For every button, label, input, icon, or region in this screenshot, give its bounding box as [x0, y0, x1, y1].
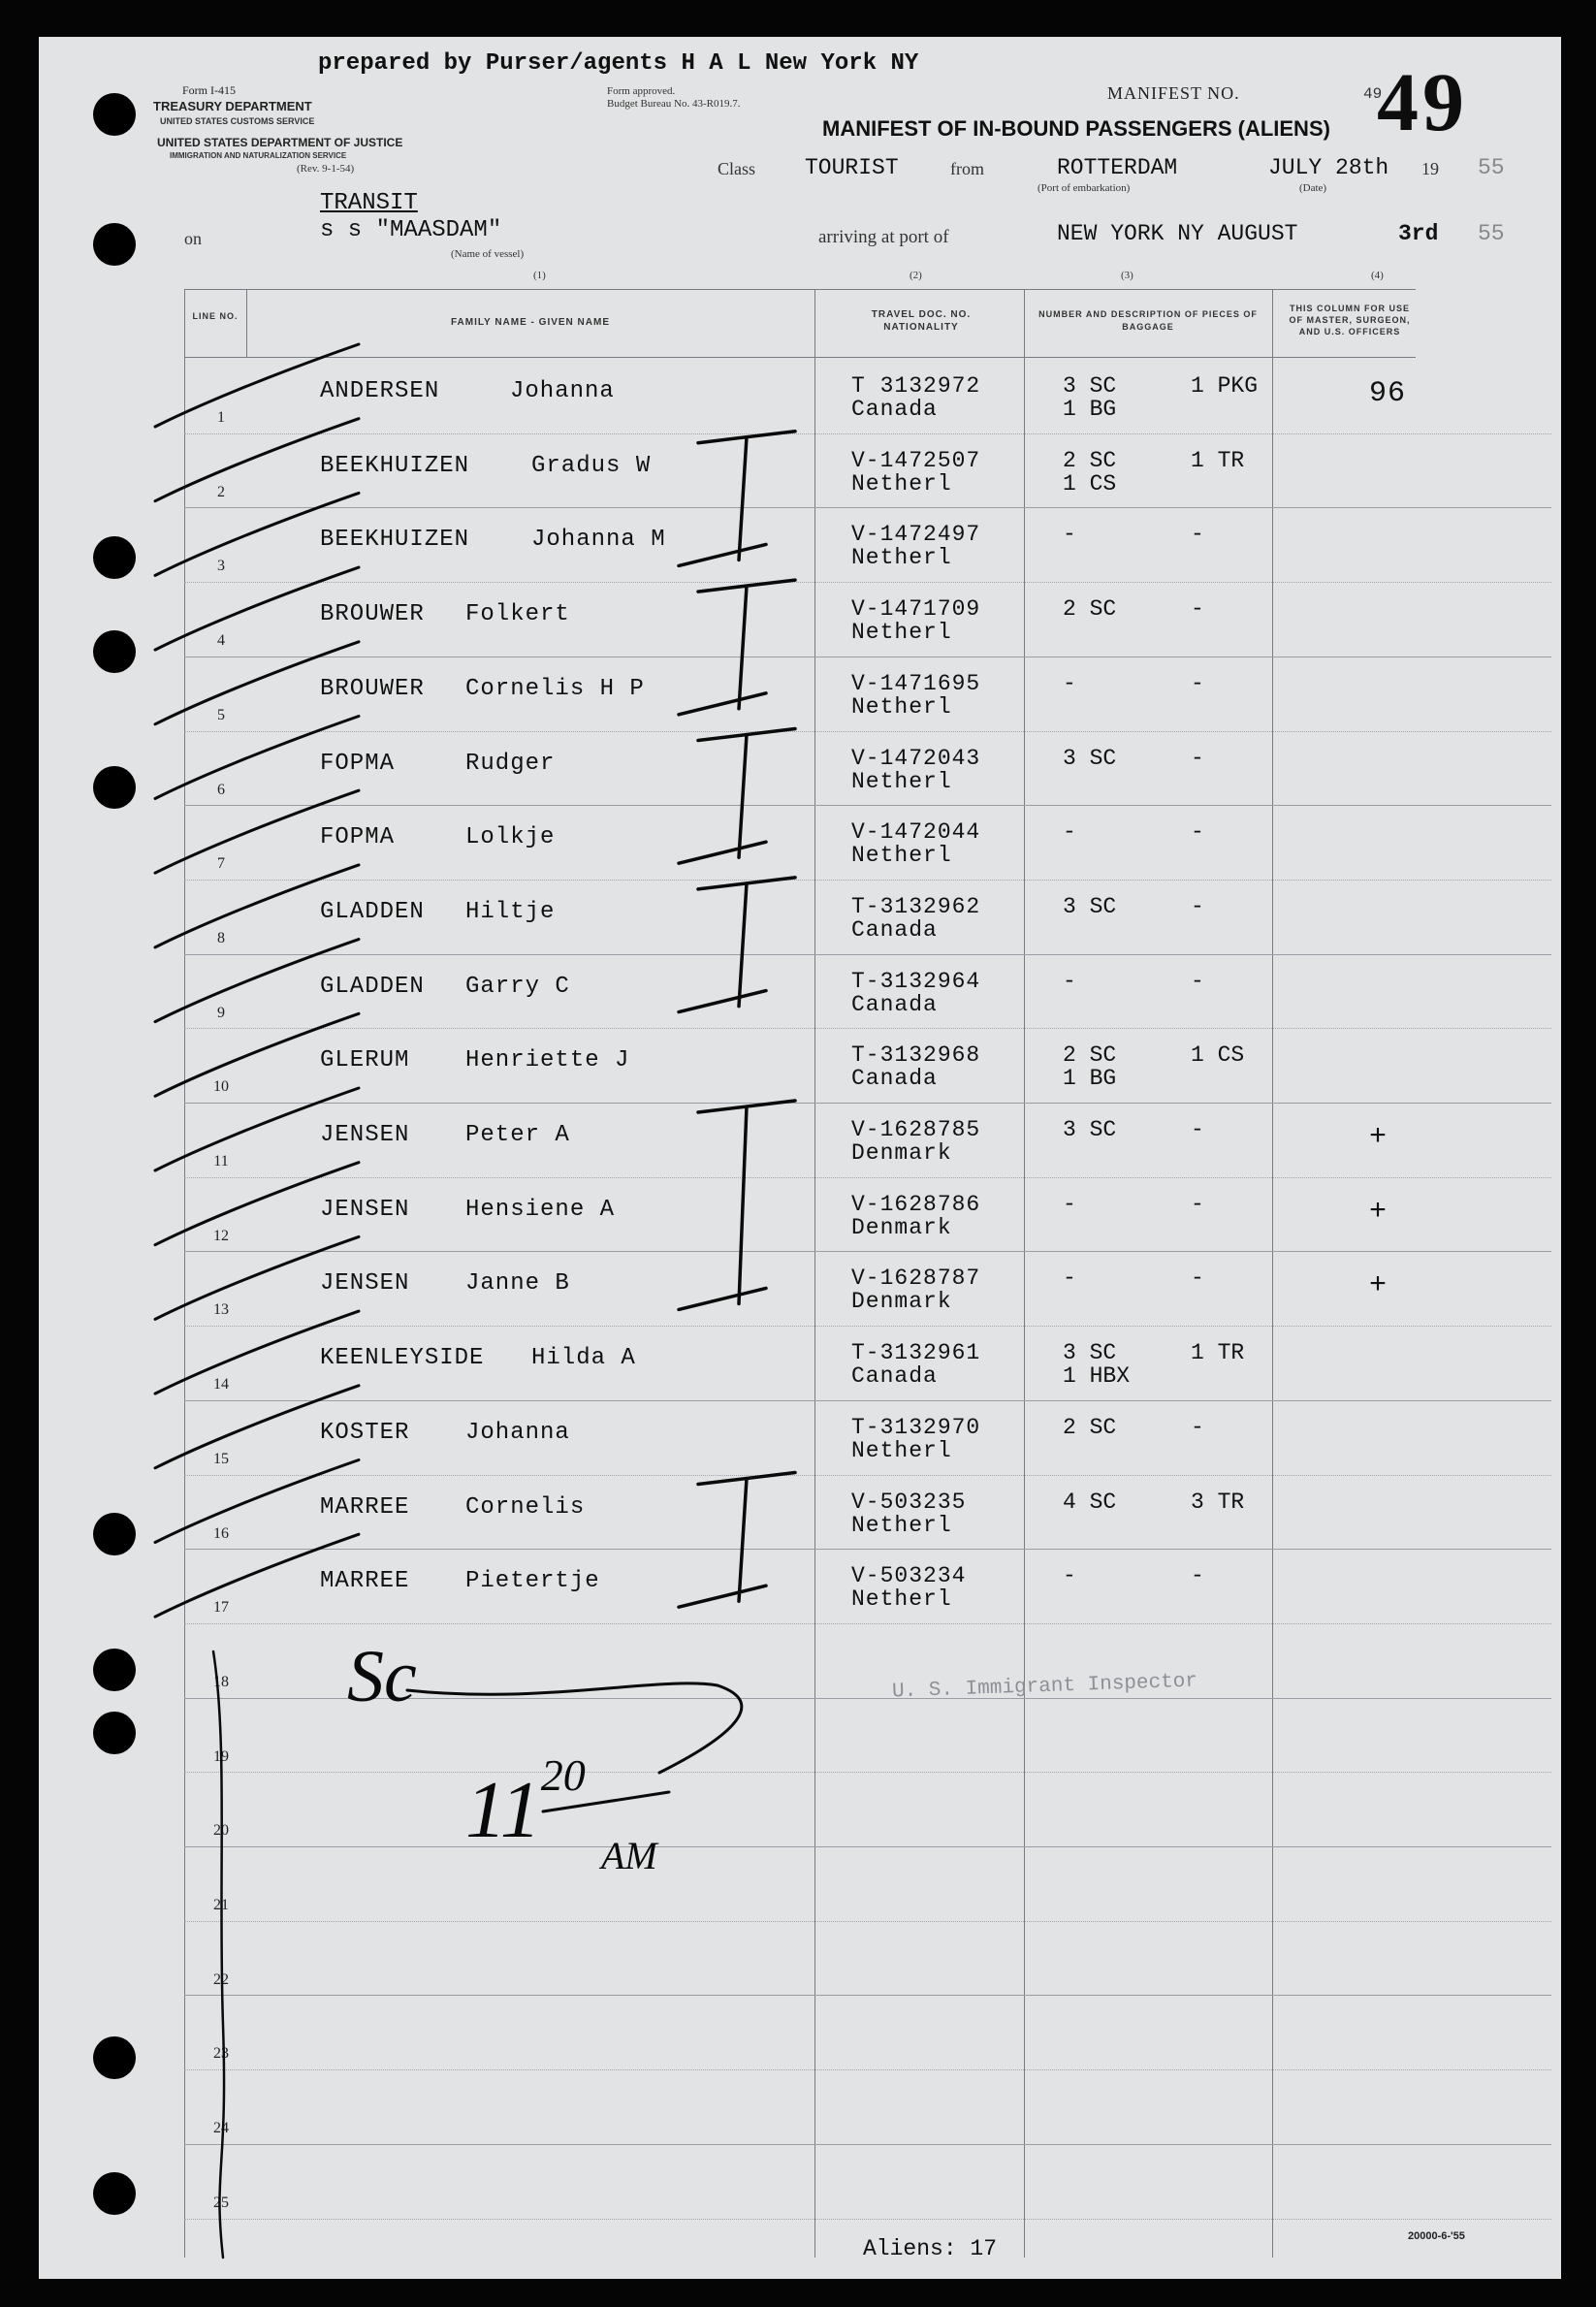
- nationality: Canada: [851, 991, 938, 1017]
- baggage-other: -: [1191, 596, 1204, 623]
- family-bracket: [679, 1473, 795, 1608]
- travel-doc-no: V-1472507: [851, 447, 981, 473]
- punch-hole: [93, 1513, 136, 1555]
- nationality: Netherl: [851, 1512, 952, 1538]
- given-name: Garry C: [465, 973, 570, 1000]
- form-number: Form I-415: [182, 83, 236, 97]
- punch-hole: [93, 766, 136, 809]
- transit-label: TRANSIT: [320, 190, 418, 216]
- nationality: Denmark: [851, 1289, 952, 1315]
- baggage-main: -: [1063, 819, 1076, 846]
- manifest-no-label: MANIFEST NO.: [1107, 83, 1240, 103]
- baggage-main: -: [1063, 670, 1076, 696]
- form-approved: Form approved.: [607, 85, 676, 97]
- check-mark: [155, 940, 359, 1022]
- given-name: Johanna: [465, 1419, 570, 1446]
- punch-hole: [93, 630, 136, 673]
- port-of-embarkation: ROTTERDAM: [1057, 155, 1178, 180]
- inspector-stamp: U. S. Immigrant Inspector: [891, 1670, 1198, 1704]
- arrival-day: 3rd: [1398, 221, 1439, 246]
- check-mark: [155, 344, 359, 427]
- line-number: 8: [217, 929, 225, 946]
- baggage-main: 3 SC: [1063, 745, 1117, 771]
- check-mark: [155, 865, 359, 947]
- punch-hole: [93, 2036, 136, 2079]
- baggage-extra: 1 BG: [1063, 1066, 1117, 1092]
- family-name: KEENLEYSIDE: [320, 1345, 485, 1372]
- family-name: FOPMA: [320, 824, 396, 851]
- baggage-other: 1 PKG: [1191, 373, 1259, 399]
- baggage-other: -: [1191, 968, 1204, 994]
- nationality: Netherl: [851, 693, 952, 720]
- punch-hole: [93, 1712, 136, 1754]
- check-mark: [155, 493, 359, 575]
- baggage-other: -: [1191, 819, 1204, 846]
- baggage-main: -: [1063, 1191, 1076, 1217]
- given-name: Cornelis H P: [465, 675, 645, 702]
- revision: (Rev. 9-1-54): [297, 163, 355, 175]
- baggage-main: -: [1063, 522, 1076, 548]
- budget-bureau: Budget Bureau No. 43-R019.7.: [607, 98, 741, 110]
- punch-hole: [93, 536, 136, 579]
- line-number: 11: [213, 1153, 229, 1170]
- family-name: GLADDEN: [320, 973, 425, 1000]
- check-mark: [155, 642, 359, 724]
- treasury-dept: TREASURY DEPARTMENT: [153, 99, 312, 113]
- line-number: 7: [217, 855, 225, 873]
- line-number: 6: [217, 781, 225, 798]
- nationality: Netherl: [851, 620, 952, 646]
- on-label: on: [184, 229, 202, 248]
- family-bracket: [679, 580, 795, 715]
- line-number: 2: [217, 483, 225, 500]
- col-num-3: (3): [1121, 270, 1133, 281]
- travel-doc-no: T 3132972: [851, 373, 981, 399]
- line-number: 17: [213, 1599, 229, 1617]
- aliens-count: Aliens: 17: [863, 2236, 998, 2261]
- baggage-extra: 1 HBX: [1063, 1363, 1131, 1390]
- check-mark: [155, 1013, 359, 1096]
- officer-mark: +: [1369, 1121, 1389, 1154]
- port-embark-caption: (Port of embarkation): [1037, 182, 1131, 194]
- time-suffix: AM: [601, 1834, 657, 1877]
- travel-doc-no: V-1471695: [851, 670, 981, 696]
- nationality: Denmark: [851, 1140, 952, 1166]
- given-name: Cornelis: [465, 1493, 586, 1521]
- baggage-main: 3 SC: [1063, 893, 1117, 919]
- nationality: Netherl: [851, 545, 952, 571]
- check-mark: [155, 1460, 359, 1543]
- baggage-main: -: [1063, 968, 1076, 994]
- baggage-other: -: [1191, 1563, 1204, 1589]
- nationality: Netherl: [851, 768, 952, 794]
- customs-service: UNITED STATES CUSTOMS SERVICE: [160, 116, 315, 126]
- given-name: Hiltje: [465, 898, 556, 925]
- family-name: JENSEN: [320, 1270, 410, 1298]
- line-number: 18: [213, 1673, 229, 1690]
- nationality: Netherl: [851, 1437, 952, 1463]
- check-mark: [155, 567, 359, 650]
- class-label: Class: [718, 159, 756, 178]
- punch-hole: [93, 1649, 136, 1691]
- col-num-1: (1): [533, 270, 546, 281]
- family-bracket: [679, 1101, 795, 1309]
- prepared-by: prepared by Purser/agents H A L New York NY: [318, 50, 919, 77]
- baggage-other: -: [1191, 1191, 1204, 1217]
- header-baggage: NUMBER AND DESCRIPTION OF PIECES OF BAGGAGE: [1038, 309, 1258, 332]
- check-mark: [155, 790, 359, 873]
- given-name: Janne B: [465, 1270, 570, 1298]
- check-mark: [155, 1163, 359, 1245]
- family-name: BEEKHUIZEN: [320, 527, 470, 554]
- travel-doc-no: V-1628787: [851, 1266, 981, 1292]
- baggage-other: 1 TR: [1191, 1340, 1245, 1366]
- check-mark: [155, 1311, 359, 1394]
- handwritten-marks: [39, 37, 1561, 2279]
- family-bracket: [679, 878, 795, 1012]
- travel-doc-no: V-1628786: [851, 1191, 981, 1217]
- vessel-name: s s "MAASDAM": [320, 217, 502, 243]
- header-line-no: LINE NO.: [192, 311, 239, 321]
- travel-doc-no: V-1472044: [851, 819, 981, 846]
- travel-doc-no: T-3132961: [851, 1340, 981, 1366]
- line-number: 24: [213, 2120, 229, 2137]
- family-name: MARREE: [320, 1493, 410, 1521]
- line-number: 20: [213, 1822, 229, 1840]
- check-mark: [155, 1088, 359, 1170]
- travel-doc-no: V-1472043: [851, 745, 981, 771]
- family-bracket: [679, 729, 795, 864]
- travel-doc-no: V-1471709: [851, 596, 981, 623]
- time-hour: 11: [465, 1765, 541, 1855]
- family-name: KOSTER: [320, 1419, 410, 1446]
- family-name: MARREE: [320, 1568, 410, 1595]
- given-name: Gradus W: [531, 452, 652, 479]
- baggage-other: 1 TR: [1191, 447, 1245, 473]
- line-number: 12: [213, 1227, 229, 1244]
- year-suffix: 55: [1478, 155, 1505, 180]
- nationality: Netherl: [851, 470, 952, 497]
- baggage-other: 1 CS: [1191, 1042, 1245, 1069]
- officer-mark: 96: [1369, 377, 1407, 410]
- family-bracket: [679, 432, 795, 566]
- line-number: 19: [213, 1747, 229, 1765]
- header-travel-doc: TRAVEL DOC. NO. NATIONALITY: [871, 309, 972, 333]
- line-number: 5: [217, 706, 225, 723]
- line-number: 23: [213, 2045, 229, 2063]
- manifest-page: [39, 37, 1561, 2279]
- check-mark: [155, 1236, 359, 1319]
- given-name: Hilda A: [531, 1345, 636, 1372]
- punch-hole: [93, 93, 136, 136]
- check-mark: [155, 419, 359, 501]
- manifest-title: MANIFEST OF IN-BOUND PASSENGERS (ALIENS): [822, 116, 1330, 141]
- ins-service: IMMIGRATION AND NATURALIZATION SERVICE: [170, 151, 347, 160]
- check-mark: [155, 717, 359, 799]
- arrival-year: 55: [1478, 221, 1505, 246]
- baggage-main: 3 SC: [1063, 1340, 1117, 1366]
- manifest-number: 49: [1377, 55, 1468, 148]
- arrival-port-date: NEW YORK NY AUGUST: [1057, 221, 1298, 246]
- family-name: ANDERSEN: [320, 378, 440, 404]
- family-name: BROUWER: [320, 675, 425, 702]
- baggage-main: -: [1063, 1563, 1076, 1589]
- justice-dept: UNITED STATES DEPARTMENT OF JUSTICE: [157, 136, 403, 149]
- nationality: Canada: [851, 1066, 938, 1092]
- family-name: GLERUM: [320, 1047, 410, 1074]
- baggage-main: 2 SC: [1063, 596, 1117, 623]
- nationality: Canada: [851, 916, 938, 943]
- signature-tail: [407, 1683, 742, 1773]
- margin-line: [213, 1651, 224, 2258]
- travel-doc-no: T-3132964: [851, 968, 981, 994]
- header-name: FAMILY NAME - GIVEN NAME: [450, 317, 610, 328]
- vessel-caption: (Name of vessel): [451, 248, 525, 260]
- col-num-2: (2): [910, 270, 922, 281]
- line-number: 25: [213, 2194, 229, 2211]
- line-number: 16: [213, 1524, 229, 1542]
- embark-date: JULY 28th: [1268, 155, 1389, 180]
- nationality: Netherl: [851, 1586, 952, 1613]
- check-mark: [155, 1386, 359, 1468]
- given-name: Peter A: [465, 1122, 570, 1148]
- family-name: BEEKHUIZEN: [320, 452, 470, 479]
- officer-mark: +: [1369, 1195, 1389, 1229]
- travel-doc-no: V-503235: [851, 1489, 967, 1515]
- line-number: 13: [213, 1301, 229, 1319]
- nationality: Canada: [851, 397, 938, 422]
- line-number: 22: [213, 1971, 229, 1988]
- line-number: 14: [213, 1376, 229, 1394]
- given-name: Pietertje: [465, 1568, 600, 1595]
- arriving-label: arriving at port of: [818, 227, 949, 247]
- line-number: 21: [213, 1897, 229, 1913]
- line-number: 3: [217, 558, 225, 575]
- baggage-main: 2 SC: [1063, 1042, 1117, 1069]
- given-name: Lolkje: [465, 824, 556, 851]
- line-number: 15: [213, 1450, 229, 1467]
- officer-mark: +: [1369, 1269, 1389, 1303]
- line-number: 4: [217, 632, 225, 650]
- baggage-other: -: [1191, 1117, 1204, 1142]
- baggage-other: -: [1191, 522, 1204, 548]
- baggage-other: -: [1191, 745, 1204, 771]
- baggage-other: -: [1191, 893, 1204, 919]
- time-underline: [543, 1792, 669, 1811]
- travel-doc-no: T-3132970: [851, 1414, 981, 1440]
- baggage-extra: 1 CS: [1063, 470, 1117, 497]
- travel-doc-no: T-3132962: [851, 893, 981, 919]
- travel-doc-no: V-503234: [851, 1563, 967, 1589]
- family-name: JENSEN: [320, 1122, 410, 1148]
- baggage-other: -: [1191, 1414, 1204, 1440]
- family-name: FOPMA: [320, 750, 396, 777]
- given-name: Johanna M: [531, 527, 666, 554]
- baggage-main: -: [1063, 1266, 1076, 1292]
- baggage-main: 3 SC: [1063, 373, 1117, 399]
- travel-doc-no: T-3132968: [851, 1042, 981, 1069]
- baggage-other: -: [1191, 670, 1204, 696]
- class-value: TOURIST: [805, 155, 899, 180]
- line-number: 1: [217, 409, 225, 426]
- handwritten-signature: Sc: [347, 1636, 417, 1717]
- punch-hole: [93, 2172, 136, 2215]
- given-name: Johanna: [510, 378, 615, 404]
- manifest-no-small: 49: [1363, 85, 1383, 103]
- given-name: Rudger: [465, 750, 556, 777]
- given-name: Hensiene A: [465, 1196, 616, 1223]
- nationality: Netherl: [851, 843, 952, 869]
- check-mark: [155, 1534, 359, 1617]
- year-prefix: 19: [1421, 159, 1439, 178]
- baggage-other: 3 TR: [1191, 1489, 1245, 1515]
- punch-hole: [93, 223, 136, 266]
- family-name: BROUWER: [320, 601, 425, 628]
- family-name: JENSEN: [320, 1196, 410, 1223]
- from-label: from: [950, 159, 984, 178]
- date-caption: (Date): [1299, 182, 1327, 194]
- baggage-other: -: [1191, 1266, 1204, 1292]
- baggage-main: 2 SC: [1063, 447, 1117, 473]
- line-number: 10: [213, 1078, 229, 1096]
- nationality: Denmark: [851, 1214, 952, 1240]
- baggage-main: 3 SC: [1063, 1117, 1117, 1142]
- baggage-extra: 1 BG: [1063, 397, 1117, 422]
- baggage-main: 4 SC: [1063, 1489, 1117, 1515]
- given-name: Henriette J: [465, 1047, 630, 1074]
- header-officers: THIS COLUMN FOR USE OF MASTER, SURGEON, AND U.S. OFFICERS: [1289, 304, 1411, 336]
- baggage-main: 2 SC: [1063, 1414, 1117, 1440]
- line-number: 9: [217, 1004, 225, 1021]
- col-num-4: (4): [1371, 270, 1384, 281]
- time-minutes: 20: [540, 1750, 586, 1800]
- nationality: Canada: [851, 1363, 938, 1390]
- form-code: 20000-6-'55: [1408, 2230, 1465, 2242]
- travel-doc-no: V-1628785: [851, 1117, 981, 1142]
- travel-doc-no: V-1472497: [851, 522, 981, 548]
- family-name: GLADDEN: [320, 898, 425, 925]
- given-name: Folkert: [465, 601, 570, 628]
